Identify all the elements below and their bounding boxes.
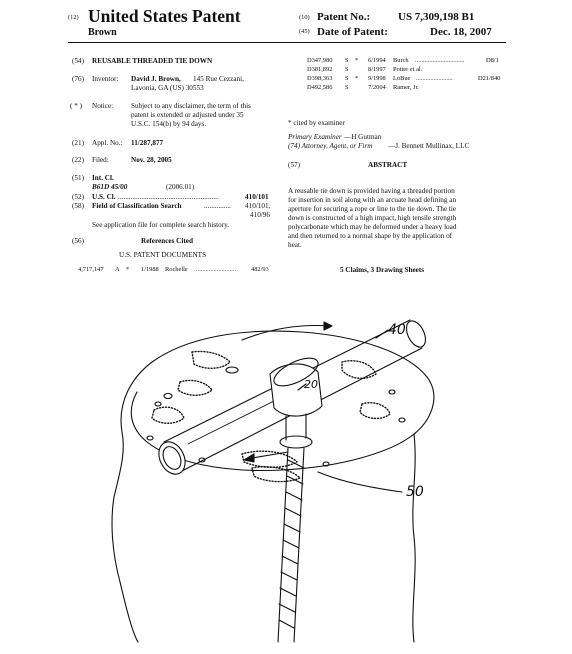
us-cl-dots: ........................................................	[118, 193, 219, 201]
invention-title: REUSABLE THREADED TIE DOWN	[92, 57, 213, 65]
notice-line-1: Subject to any disclaimer, the term of this	[131, 102, 251, 110]
field-56-code: (56)	[72, 237, 84, 245]
field-search-value-1: 410/101,	[245, 202, 271, 210]
soil-stipple	[152, 351, 390, 481]
notice-label: Notice:	[92, 102, 114, 110]
abstract-line-7: heat.	[288, 241, 302, 249]
ref-number: D398,363	[307, 75, 333, 82]
code-12: (12)	[68, 14, 79, 21]
soil-block-right-edge	[413, 434, 415, 642]
notice-code: ( * )	[70, 102, 82, 110]
search-history-note: See application file for complete search history.	[92, 221, 230, 229]
ref-date: 7/2004	[368, 84, 386, 91]
leader-50	[318, 472, 402, 492]
inventor-label: Inventor:	[92, 75, 119, 83]
threaded-stake	[278, 448, 304, 642]
ref-name: LoBue	[393, 75, 411, 82]
field-54-code: (54)	[72, 57, 84, 65]
leader-40	[376, 330, 388, 338]
code-45: (45)	[299, 28, 310, 35]
ref-name: Potter et al.	[393, 66, 423, 73]
ref-kind: A	[115, 266, 120, 273]
patent-no-label: Patent No.:	[317, 11, 371, 23]
inventor-address-2: Lavonia, GA (US) 30553	[131, 84, 204, 92]
tube-near-end	[154, 437, 190, 478]
ref-number: D347,980	[307, 57, 333, 64]
abstract-line-2: for insertion in soil along with an arcuate head defining an	[288, 196, 457, 204]
tube-highlight	[188, 397, 282, 444]
notice-line-3: U.S.C. 154(b) by 94 days.	[131, 120, 207, 128]
int-cl-label: Int. Cl.	[92, 174, 114, 182]
date-of-patent-label: Date of Patent:	[317, 26, 388, 38]
references-cited-label: References Cited	[141, 237, 193, 245]
rotation-arrow-head	[324, 322, 332, 330]
abstract-line-6: and then returned to a normal shape by the application of	[288, 232, 453, 240]
code-10: (10)	[299, 14, 310, 21]
ref-date: 8/1997	[368, 66, 386, 73]
ref-class: 482/93	[251, 266, 269, 273]
ref-date: 1/1988	[141, 266, 159, 273]
ref-number: D492,586	[307, 84, 333, 91]
int-cl-class: B61D 45/00	[92, 183, 128, 191]
ref-name: Burch	[393, 57, 409, 64]
abstract-line-1: A reusable tie down is provided having a threaded portion	[288, 187, 455, 195]
abstract-heading: ABSTRACT	[368, 161, 408, 169]
field-22-code: (22)	[72, 156, 84, 164]
inventor-surname: Brown	[88, 27, 117, 38]
ref-name: Rochelle	[165, 266, 188, 273]
attorney-label: (74) Attorney, Agent, or Firm	[288, 142, 373, 150]
field-21-code: (21)	[72, 139, 84, 147]
appl-no-label: Appl. No.:	[92, 139, 123, 147]
tube-far-end	[403, 318, 430, 350]
field-search-value-2: 410/96	[250, 211, 270, 219]
ref-class: D8/1	[486, 57, 499, 64]
examiner-label: Primary Examiner	[288, 133, 342, 141]
ref-class: D21/840	[478, 75, 501, 82]
ref-number: D381,892	[307, 66, 333, 73]
patent-drawing-figure	[92, 292, 472, 648]
field-search-dots: ...............	[204, 202, 231, 210]
ref-dots: .......................	[416, 75, 453, 82]
examiner-name: —H Gutman	[344, 133, 382, 141]
abstract-line-4: down is constructed of a high impact, high tensile strength	[288, 214, 457, 222]
inventor-address-1: 145 Rue Cezzani,	[193, 75, 244, 83]
ref-kind: S	[345, 75, 349, 82]
abstract-code: (57)	[288, 161, 300, 169]
field-51-code: (51)	[72, 174, 84, 182]
ref-date: 9/1998	[368, 75, 386, 82]
ref-number: 4,717,147	[78, 266, 104, 273]
inventor-name: David J. Brown,	[131, 75, 181, 83]
claims-and-sheets: 5 Claims, 3 Drawing Sheets	[340, 266, 425, 274]
ref-date: 6/1994	[368, 57, 386, 64]
rotation-arrow	[242, 326, 330, 340]
ref-kind: S	[345, 84, 349, 91]
ref-star: *	[355, 57, 359, 64]
rope-arrow-head	[244, 454, 254, 462]
ref-dots: ...............................	[415, 57, 465, 64]
header-rule	[68, 42, 506, 43]
field-52-code: (52)	[72, 193, 84, 201]
field-58-code: (58)	[72, 202, 84, 210]
filed-date: Nov. 28, 2005	[131, 156, 172, 164]
ref-kind: S	[345, 66, 349, 73]
ref-name: Ramer, Jr.	[393, 84, 419, 91]
us-cl-value: 410/101	[245, 193, 269, 201]
appl-no: 11/287,877	[131, 139, 164, 147]
tie-down-flange	[280, 436, 312, 448]
us-patent-documents-heading: U.S. PATENT DOCUMENTS	[119, 251, 207, 259]
notice-line-2: patent is extended or adjusted under 35	[131, 111, 244, 119]
abstract-line-3: aperture for securing a rope or line to the tie down. The tie	[288, 205, 457, 213]
int-cl-year: (2006.01)	[166, 183, 195, 191]
ref-label-20: 20	[304, 378, 318, 391]
attorney-name: —J. Bennett Mullinax, LLC	[388, 142, 470, 150]
filed-label: Filed:	[92, 156, 109, 164]
patent-title: United States Patent	[88, 6, 241, 26]
ref-kind: S	[345, 57, 349, 64]
date-of-patent: Dec. 18, 2007	[430, 26, 492, 38]
abstract-line-5: polycarbonate which may be deformed under a heavy load	[288, 223, 457, 231]
field-search-label: Field of Classification Search	[92, 202, 182, 210]
ref-star: *	[355, 75, 359, 82]
ref-star: *	[126, 266, 130, 273]
rope-arrow	[252, 452, 288, 458]
ref-dots: .........................	[196, 266, 236, 273]
cited-by-examiner: * cited by examiner	[288, 119, 345, 127]
ref-label-50: 50	[406, 484, 424, 500]
field-76-code: (76)	[72, 75, 84, 83]
patent-number: US 7,309,198 B1	[398, 11, 475, 23]
ref-label-40: 40	[388, 322, 406, 338]
us-cl-label: U.S. Cl.	[92, 193, 116, 201]
